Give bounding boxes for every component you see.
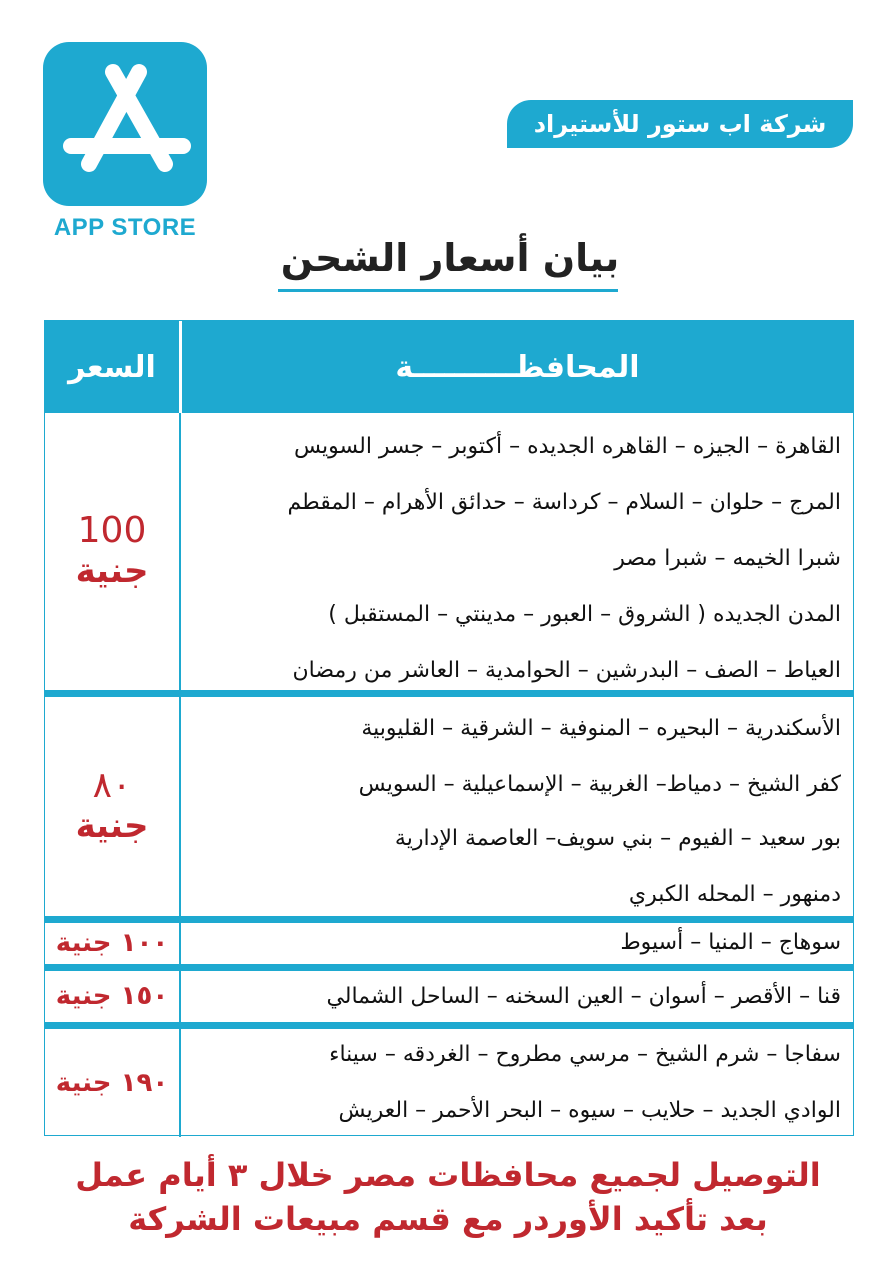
governorate-line: سفاجا – شرم الشيخ – مرسي مطروح – الغردقه – سيناء (329, 1042, 841, 1067)
price-cell (45, 971, 179, 1021)
price-cell (45, 413, 179, 689)
governorate-line: الوادي الجديد – حلايب – سيوه – البحر الأحمر – العريش (338, 1098, 841, 1123)
governorate-line: شبرا الخيمه – شبرا مصر (614, 546, 841, 571)
shipping-price-table (44, 320, 854, 1136)
price-value: 100 (77, 509, 147, 551)
price-cell (45, 697, 179, 915)
governorate-line: كفر الشيخ – دمياط– الغربية – الإسماعيلية – السويس (358, 772, 841, 797)
delivery-note-line-1: التوصيل لجميع محافظات مصر خلال ٣ أيام عمل (75, 1156, 821, 1194)
governorate-line: سوهاج – المنيا – أسيوط (620, 930, 841, 955)
price-value: ١٥٠ جنية (55, 981, 169, 1011)
header-price: السعر (68, 349, 156, 385)
price-currency: جنية (75, 806, 149, 847)
governorate-line: العياط – الصف – البدرشين – الحوامدية – العاشر من رمضان (292, 658, 841, 683)
row-separator (45, 1022, 853, 1029)
header-governorate: المحافظــــــــــة (395, 349, 640, 385)
governorate-line: المدن الجديده ( الشروق – العبور – مدينتي – المستقبل ) (328, 602, 841, 627)
title-underline (278, 289, 618, 292)
price-value: ١٠٠ جنية (55, 928, 169, 958)
governorate-line: القاهرة – الجيزه – القاهره الجديده – أكتوبر – جسر السويس (293, 434, 841, 459)
page-title: بيان أسعار الشحن (280, 236, 620, 280)
table-header (45, 321, 853, 413)
price-value: ٨٠ (92, 764, 132, 806)
price-currency: جنية (75, 551, 149, 592)
row-separator (45, 690, 853, 697)
delivery-note-line-2: بعد تأكيد الأوردر مع قسم مبيعات الشركة (128, 1200, 768, 1238)
price-cell (45, 1029, 179, 1137)
price-cell (45, 923, 179, 963)
row-separator (45, 964, 853, 971)
price-value: ١٩٠ جنية (55, 1068, 169, 1098)
governorate-line: دمنهور – المحله الكبري (628, 882, 841, 907)
governorate-line: الأسكندرية – البحيره – المنوفية – الشرقية – القليوبية (361, 716, 841, 741)
row-separator (45, 916, 853, 923)
governorate-line: قنا – الأقصر – أسوان – العين السخنه – الساحل الشمالي (326, 984, 841, 1009)
governorate-line: المرج – حلوان – السلام – كرداسة – حدائق الأهرام – المقطم (287, 490, 841, 515)
governorate-line: بور سعيد – الفيوم – بني سويف– العاصمة الإدارية (394, 826, 841, 851)
logo-caption: APP STORE (53, 214, 197, 241)
app-store-logo (43, 42, 207, 206)
app-store-a-icon (43, 42, 207, 206)
company-name-badge: شركة اب ستور للأستيراد (507, 100, 853, 148)
